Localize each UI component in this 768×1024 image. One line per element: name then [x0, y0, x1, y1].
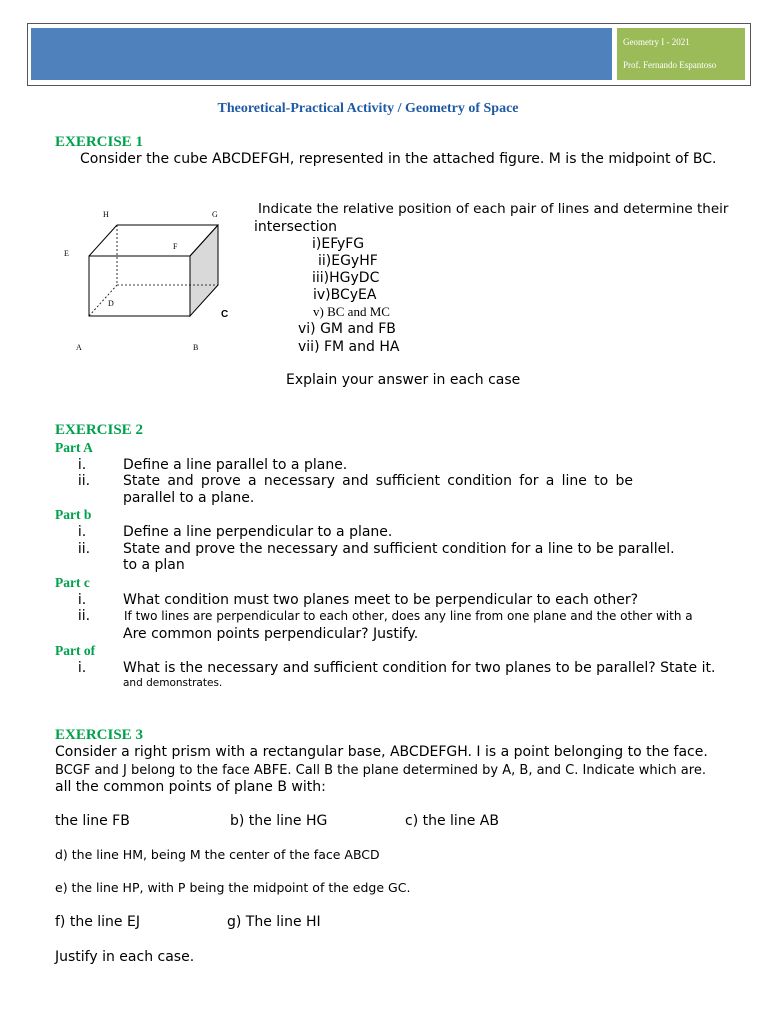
vertex-label-a: A	[76, 343, 82, 352]
vertex-label-b: B	[193, 343, 199, 352]
exercise3-line1: Consider a right prism with a rectangular base, ABCDEFGH. I is a point belonging to the face.	[55, 744, 708, 760]
ex3-item-c: c) the line AB	[405, 813, 499, 829]
professor-label: Prof. Fernando Espantoso	[623, 60, 717, 70]
vertex-label-e: E	[64, 249, 69, 258]
ex1-item-2: ii)EGyHF	[318, 253, 378, 269]
part-d-item-i: What is the necessary and sufficient condition for two planes to be parallel? State it.	[123, 660, 716, 676]
part-a-item-ii: State and prove a necessary and sufficient condition for a line to be	[123, 473, 633, 489]
vertex-label-f: F	[173, 242, 178, 251]
exercise2-heading: EXERCISE 2	[55, 422, 143, 438]
ex3-item-d: d) the line HM, being M the center of the face ABCD	[55, 847, 380, 862]
header-banner	[31, 28, 612, 80]
exercise1-intro: Consider the cube ABCDEFGH, represented in the attached figure. M is the midpoint of BC.	[80, 151, 717, 167]
exercise3-line2: BCGF and J belong to the face ABFE. Call B the plane determined by A, B, and C. Indicate which are.	[55, 763, 706, 778]
header-info-box	[617, 28, 745, 80]
course-label: Geometry I - 2021	[623, 37, 690, 47]
part-b-item-ii-cont: to a plan	[123, 557, 185, 573]
part-c-num-ii: ii.	[77, 608, 91, 624]
exercise1-heading: EXERCISE 1	[55, 134, 143, 150]
part-c-item-i: What condition must two planes meet to be perpendicular to each other?	[123, 592, 639, 608]
part-c-item-ii: If two lines are perpendicular to each other, does any line from one plane and the other with a	[124, 609, 693, 623]
part-b-label: Part b	[55, 507, 92, 522]
part-c-num-i: i.	[77, 592, 87, 608]
ex3-item-a: the line FB	[55, 813, 130, 829]
ex1-item-6: vi) GM and FB	[298, 321, 396, 337]
exercise1-explain: Explain your answer in each case	[286, 372, 521, 388]
part-c-label: Part c	[55, 575, 90, 590]
part-a-label: Part A	[55, 440, 93, 455]
exercise3-line3: all the common points of plane B with:	[55, 779, 326, 795]
part-a-num-i: i.	[77, 457, 87, 473]
ex1-item-4: iv)BCyEA	[313, 287, 377, 303]
page-title: Theoretical-Practical Activity / Geometry of Space	[217, 101, 519, 116]
vertex-label-d: D	[108, 299, 114, 308]
ex3-item-f: f) the line EJ	[55, 914, 140, 930]
ex1-item-1: i)EFyFG	[312, 236, 365, 252]
part-d-label: Part of	[55, 643, 96, 658]
part-b-num-ii: ii.	[77, 541, 91, 557]
part-d-num-i: i.	[77, 660, 87, 676]
part-c-item-ii-cont: Are common points perpendicular? Justify.	[123, 626, 419, 642]
part-b-num-i: i.	[77, 524, 87, 540]
exercise3-heading: EXERCISE 3	[55, 727, 143, 743]
ex1-item-5: v) BC and MC	[313, 304, 390, 319]
vertex-label-c: C	[221, 309, 229, 320]
ex1-item-7: vii) FM and HA	[298, 339, 400, 355]
exercise1-instruction: Indicate the relative position of each pair of lines and determine their	[258, 201, 729, 217]
part-a-item-ii-cont: parallel to a plane.	[123, 490, 255, 506]
cube-figure	[55, 200, 245, 360]
ex1-item-3: iii)HGyDC	[312, 270, 380, 286]
vertex-label-g: G	[212, 210, 218, 219]
part-a-item-i: Define a line parallel to a plane.	[123, 457, 348, 473]
part-a-num-ii: ii.	[77, 473, 91, 489]
ex3-item-g: g) The line HI	[227, 914, 321, 930]
part-d-item-i-cont: and demonstrates.	[123, 677, 223, 689]
exercise3-justify: Justify in each case.	[55, 949, 195, 965]
ex3-item-e: e) the line HP, with P being the midpoint of the edge GC.	[55, 880, 411, 895]
part-b-item-ii: State and prove the necessary and sufficient condition for a line to be parallel.	[123, 541, 675, 557]
part-b-item-i: Define a line perpendicular to a plane.	[123, 524, 393, 540]
vertex-label-h: H	[103, 210, 109, 219]
exercise1-instruction-cont: intersection	[254, 219, 338, 235]
ex3-item-b: b) the line HG	[230, 813, 328, 829]
